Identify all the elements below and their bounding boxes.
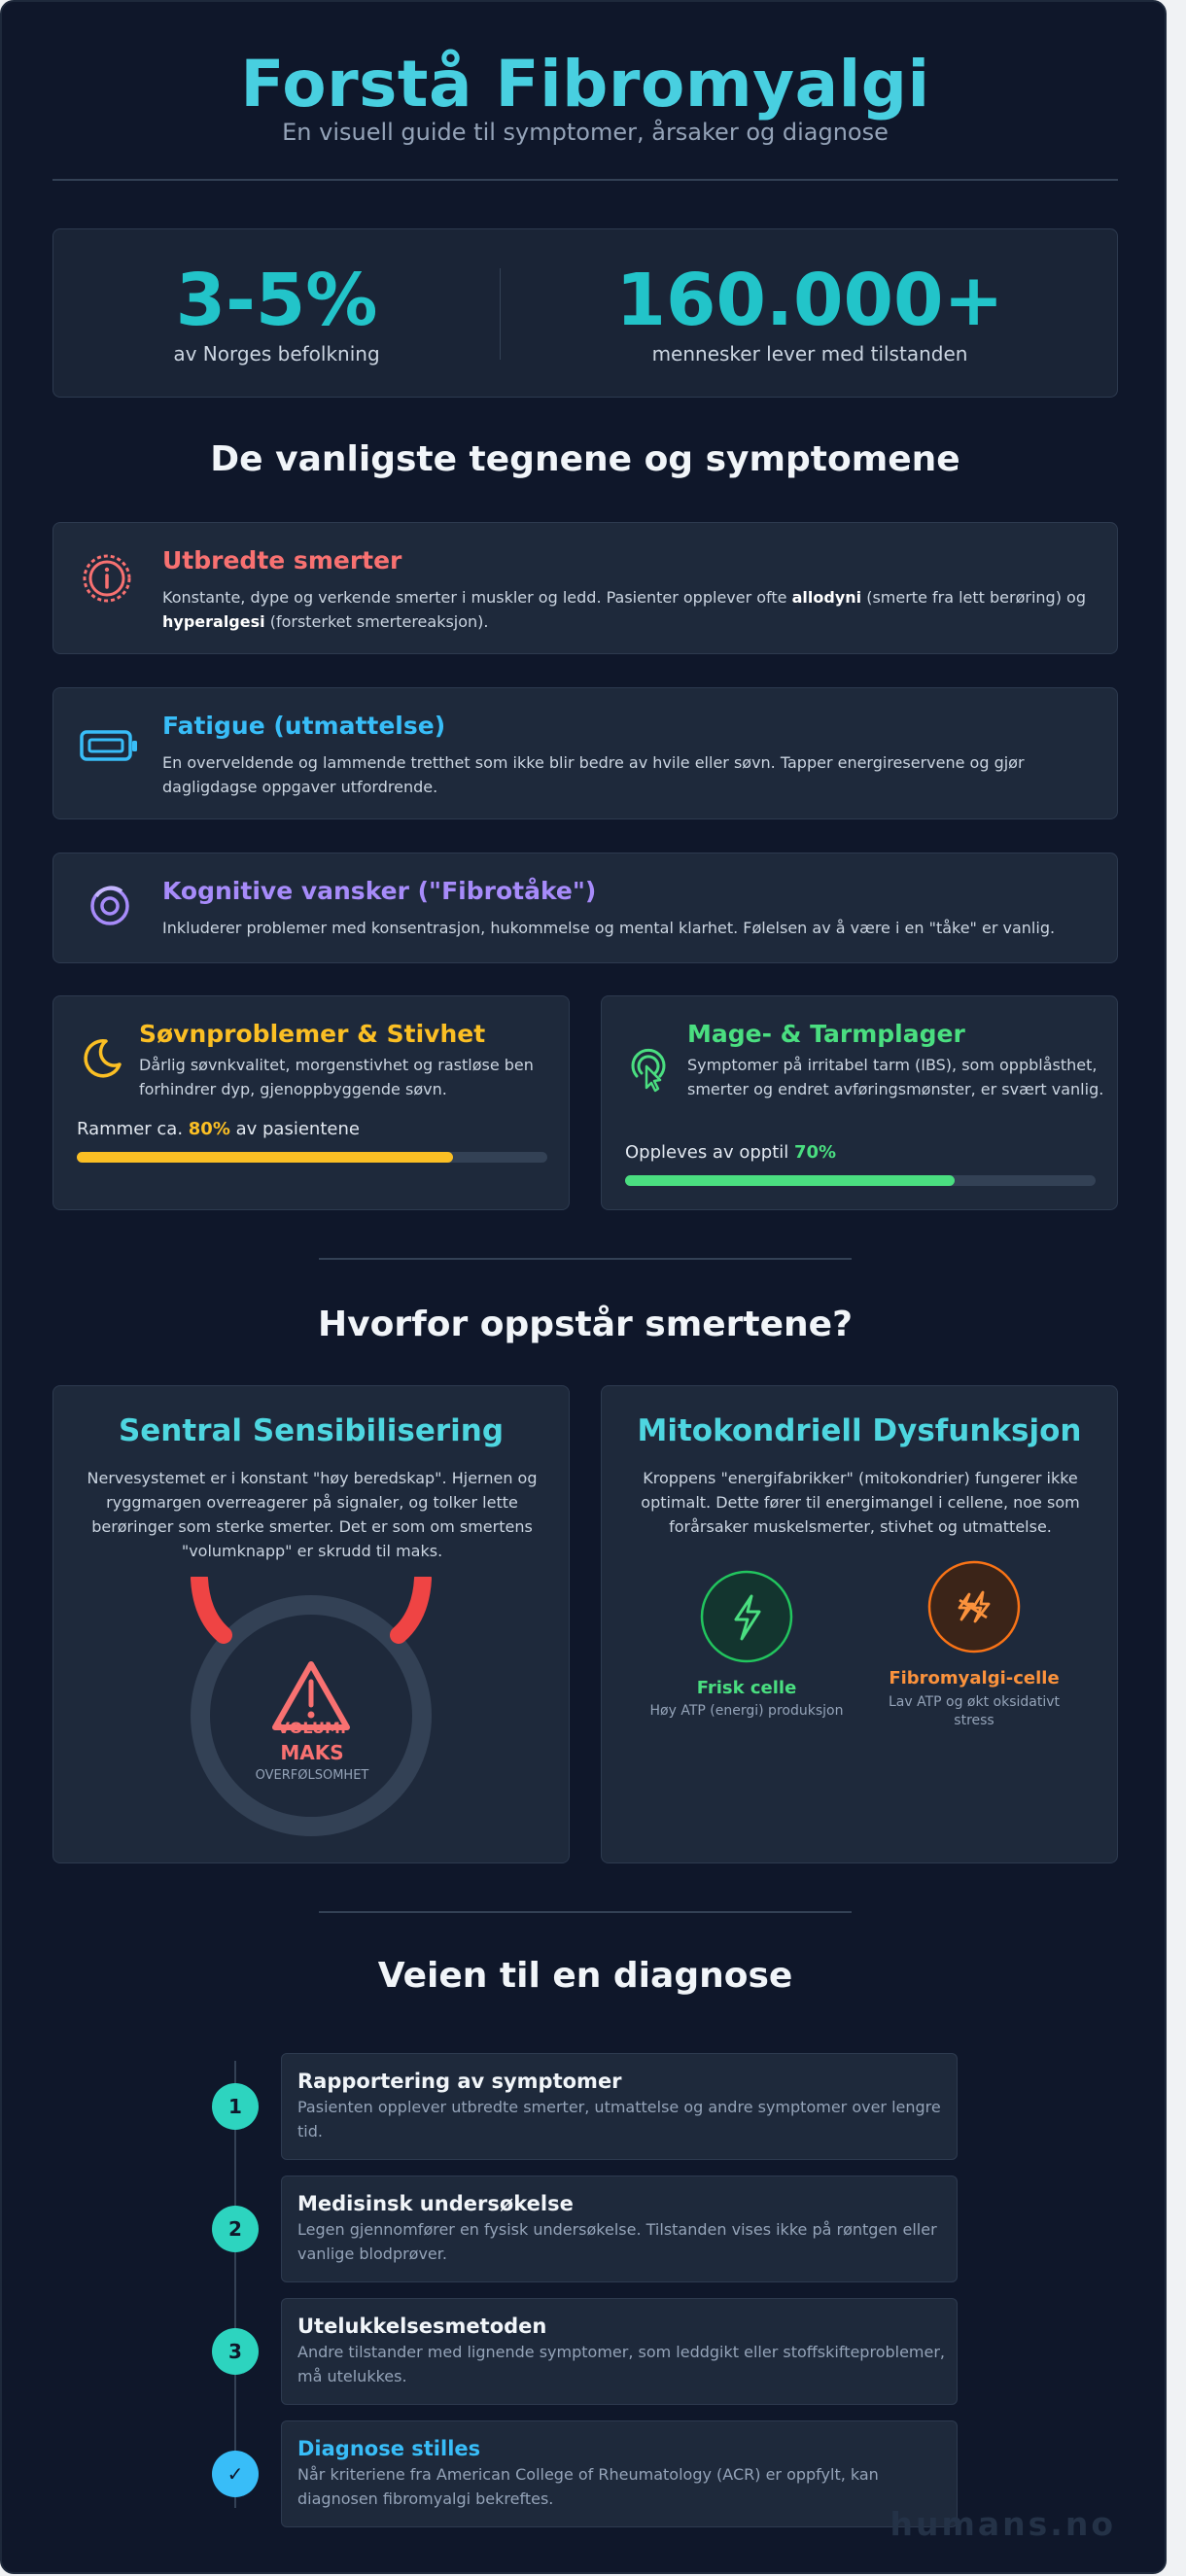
watermark: humans.no	[890, 2505, 1116, 2543]
symptom-title-fatigue: Fatigue (utmattelse)	[162, 712, 446, 740]
cause-title-central: Sentral Sensibilisering	[118, 1413, 505, 1448]
gauge-max-right	[399, 1579, 423, 1635]
healthy-cell-title: Frisk celle	[696, 1678, 797, 1698]
cause-text-mito: Kroppens "energifabrikker" (mitokondrier) fungerer ikke optimalt. Dette fører til energimangel i cellene, noe som forårsaker muskelsmerter, stivhet og utmattelse.	[641, 1469, 1080, 1536]
stat-value: 80%	[188, 1119, 230, 1139]
gauge-max-left	[199, 1579, 224, 1635]
gauge-caption: OVERFØLSOMHET	[255, 1768, 369, 1783]
gut-progress-track	[625, 1175, 1096, 1186]
text-part: Lav ATP og økt oksidativt	[888, 1694, 1061, 1710]
symptoms-section-title: De vanligste tegnene og symptomene	[210, 439, 960, 479]
stat-prefix: Oppleves av opptil	[625, 1142, 794, 1163]
diagnosis-step-final	[281, 2420, 958, 2527]
step-number-2: 2	[212, 2206, 259, 2252]
text-part: Konstante, dype og verkende smerter i muskler og ledd. Pasienter opplever ofte	[162, 588, 792, 607]
fibro-cell-icon	[926, 1559, 1022, 1654]
gut-progress-fill	[625, 1175, 955, 1186]
healthy-cell-icon	[699, 1569, 794, 1664]
battery-low-icon	[79, 727, 139, 766]
symptom-card-fatigue	[52, 687, 1118, 819]
stat-count-value: 160.000+	[615, 259, 1004, 342]
term-allodyni: allodyni	[791, 588, 862, 607]
header-divider	[52, 179, 1118, 181]
symptom-text-gut: Symptomer på irritabel tarm (IBS), som oppblåsthet, smerter og endret avføringsmønster, er svært vanlig.	[687, 1056, 1104, 1098]
stat-suffix: av pasientene	[229, 1119, 360, 1139]
step-check-icon: ✓	[212, 2451, 259, 2497]
symptom-card-pain	[52, 522, 1118, 654]
diagnosis-step-1	[281, 2053, 958, 2160]
step-number-3: 3	[212, 2328, 259, 2375]
diagnosis-step-3	[281, 2298, 958, 2405]
gauge-value: MAKS	[280, 1741, 344, 1764]
diagnosis-step-2	[281, 2176, 958, 2282]
stats-panel	[52, 228, 1118, 398]
gauge-label: VOLUM:	[277, 1719, 347, 1737]
gut-signal-icon	[625, 1047, 672, 1094]
step-text: Pasienten opplever utbredte smerter, utmattelse og andre symptomer over lengre tid.	[297, 2098, 941, 2141]
symptom-card-sleep	[52, 995, 570, 1210]
step-text: Andre tilstander med lignende symptomer, som leddgikt eller stoffskifteproblemer, må utelukkes.	[297, 2343, 946, 2385]
gut-stat-label	[625, 1142, 836, 1163]
stat-value: 70%	[793, 1142, 837, 1163]
text-part: (smerte fra lett berøring) og	[861, 588, 1086, 607]
step-title: Rapportering av symptomer	[297, 2070, 622, 2093]
volume-gauge	[180, 1577, 442, 1839]
cause-title-mito: Mitokondriell Dysfunksjon	[637, 1413, 1082, 1448]
fibro-cell-title: Fibromyalgi-celle	[889, 1668, 1060, 1688]
stat-prevalence-label: av Norges befolkning	[173, 342, 380, 366]
pain-alert-icon	[79, 550, 135, 607]
text-part: stress	[954, 1713, 994, 1728]
stat-prefix: Rammer ca.	[77, 1119, 189, 1139]
symptom-title-sleep: Søvnproblemer & Stivhet	[139, 1020, 486, 1048]
step-text: Når kriteriene fra American College of Rheumatology (ACR) er oppfylt, kan diagnosen fibromyalgi bekreftes.	[297, 2465, 879, 2508]
symptom-card-cognitive	[52, 853, 1118, 963]
symptom-title-pain: Utbredte smerter	[162, 546, 402, 574]
text-part: (forsterket smertereaksjon).	[264, 612, 489, 631]
cause-card-central	[52, 1385, 570, 1863]
diagnosis-section-title: Veien til en diagnose	[377, 1956, 793, 1996]
stat-count-label: mennesker lever med tilstanden	[651, 342, 968, 366]
stat-prevalence-value: 3-5%	[175, 259, 378, 342]
symptom-text-cognitive: Inkluderer problemer med konsentrasjon, hukommelse og mental klarhet. Følelsen av å være i en "tåke" er vanlig.	[162, 919, 1056, 937]
step-title: Utelukkelsesmetoden	[297, 2315, 547, 2338]
symptom-card-gut	[601, 995, 1118, 1210]
page-subtitle: En visuell guide til symptomer, årsaker og diagnose	[282, 119, 889, 146]
causes-section-title: Hvorfor oppstår smertene?	[318, 1305, 853, 1344]
page-title: Forstå Fibromyalgi	[240, 47, 930, 122]
moon-icon	[77, 1035, 123, 1082]
fibro-cell-text	[862, 1693, 1086, 1730]
symptom-title-cognitive: Kognitive vansker ("Fibrotåke")	[162, 877, 597, 905]
symptom-text-sleep: Dårlig søvnkvalitet, morgenstivhet og rastløse ben forhindrer dyp, gjenoppbyggende søvn.	[139, 1056, 534, 1098]
section-divider	[319, 1258, 852, 1260]
symptom-text-pain	[162, 585, 1105, 634]
section-divider	[319, 1911, 852, 1913]
step-title: Medisinsk undersøkelse	[297, 2192, 574, 2215]
symptom-text-fatigue: En overveldende og lammende tretthet som ikke blir bedre av hvile eller søvn. Tapper energireservene og gjør dagligdagse oppgaver utfordrende.	[162, 753, 1025, 796]
sleep-progress-track	[77, 1152, 547, 1163]
sleep-stat-label	[77, 1119, 360, 1139]
sleep-progress-fill	[77, 1152, 453, 1163]
term-hyperalgesi: hyperalgesi	[162, 612, 265, 631]
brain-fog-icon	[87, 883, 133, 929]
cause-card-mito	[601, 1385, 1118, 1863]
step-text: Legen gjennomfører en fysisk undersøkelse. Tilstanden vises ikke på røntgen eller vanlige blodprøver.	[297, 2220, 937, 2263]
cause-text-central: Nervesystemet er i konstant "høy beredskap". Hjernen og ryggmargen overreagerer på signaler, og tolker lette berøringer som sterke smerter. Det er som om smertens "volumknapp" er skrudd til maks.	[87, 1469, 538, 1560]
symptom-title-gut: Mage- & Tarmplager	[687, 1020, 965, 1048]
healthy-cell-text: Høy ATP (energi) produksjon	[649, 1703, 844, 1719]
step-number-1: 1	[212, 2083, 259, 2130]
step-title: Diagnose stilles	[297, 2437, 481, 2460]
